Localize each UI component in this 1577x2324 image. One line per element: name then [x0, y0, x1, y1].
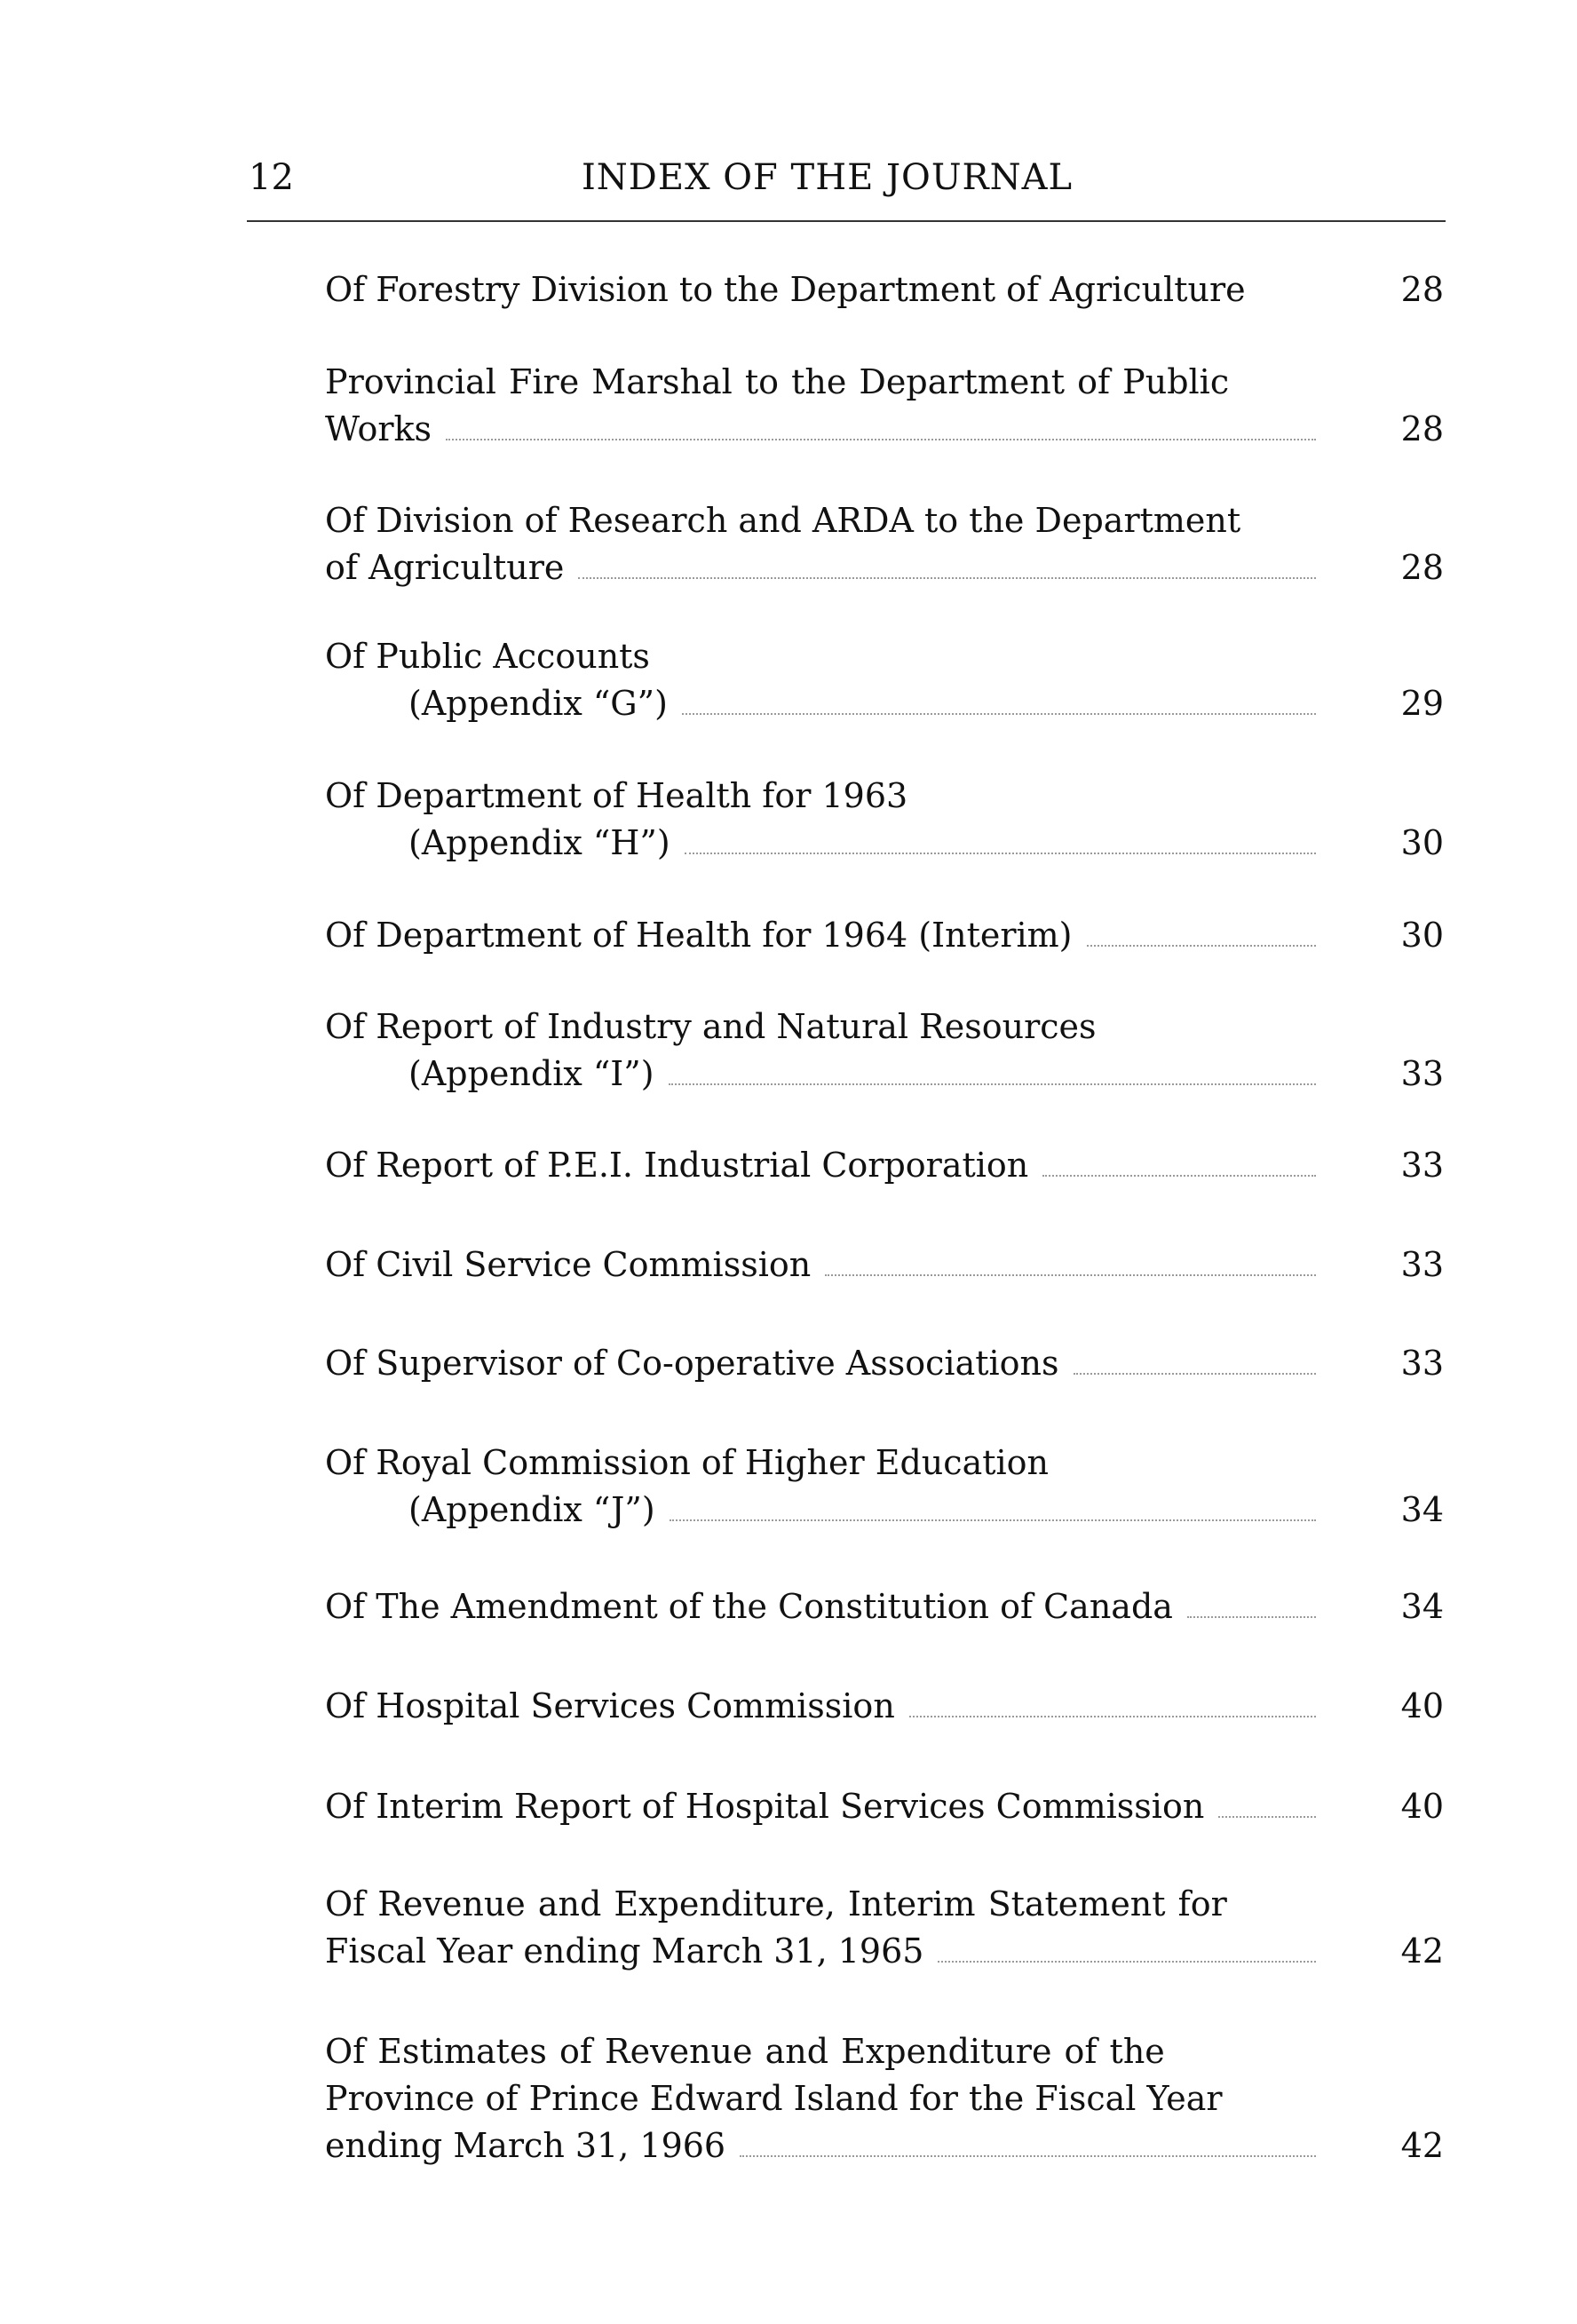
dot-leader [685, 853, 1316, 854]
index-entry [325, 1583, 1444, 1630]
dot-leader [1042, 1175, 1316, 1177]
page-reference: 33 [1400, 1054, 1444, 1093]
page-reference: 28 [1400, 409, 1444, 448]
running-title: INDEX OF THE JOURNAL [582, 157, 1074, 198]
page-reference: 42 [1400, 2126, 1444, 2165]
entry-line: Of Hospital Services Commission [325, 1686, 895, 1725]
entry-line: Province of Prince Edward Island for the Fiscal Year [325, 2079, 1223, 2118]
page-reference: 30 [1400, 916, 1444, 955]
entry-line: Of Revenue and Expenditure, Interim Statement for [325, 1884, 1227, 1923]
page-reference: 40 [1400, 1787, 1444, 1826]
index-entry [325, 1881, 1444, 1975]
page-reference: 34 [1400, 1490, 1444, 1529]
dot-leader [1087, 945, 1316, 947]
entry-line: Of Estimates of Revenue and Expenditure of the [325, 2032, 1165, 2071]
dot-leader [938, 1961, 1316, 1963]
index-entry [325, 1683, 1444, 1730]
entry-line: Of Department of Health for 1963 [325, 776, 908, 815]
index-entry [325, 1003, 1444, 1098]
entry-line: of Agriculture [325, 548, 565, 587]
entry-line: (Appendix “G”) [408, 684, 668, 723]
page-reference: 34 [1400, 1587, 1444, 1626]
dot-leader [682, 713, 1316, 715]
page-reference: 40 [1400, 1686, 1444, 1725]
entry-line: (Appendix “H”) [408, 823, 670, 862]
page-number: 12 [249, 157, 294, 198]
entry-line: Provincial Fire Marshal to the Department of Public [325, 362, 1230, 401]
entry-line: Works [325, 409, 432, 448]
page-reference: 33 [1400, 1245, 1444, 1284]
entry-line: ending March 31, 1966 [325, 2126, 726, 2165]
entry-line: Of The Amendment of the Constitution of Canada [325, 1587, 1173, 1626]
entry-line: Of Report of Industry and Natural Resources [325, 1007, 1097, 1046]
entry-line: Of Interim Report of Hospital Services Commission [325, 1787, 1205, 1826]
dot-leader [446, 439, 1316, 440]
index-entry [325, 1340, 1444, 1387]
dot-leader [1218, 1816, 1316, 1818]
entry-line: Of Forestry Division to the Department of Agriculture [325, 270, 1246, 309]
dot-leader [909, 1716, 1316, 1717]
index-entry [325, 1241, 1444, 1289]
entry-line: Of Supervisor of Co-operative Associations [325, 1344, 1059, 1383]
entry-line: Of Report of P.E.I. Industrial Corporation [325, 1146, 1029, 1185]
dot-leader [740, 2155, 1316, 2157]
dot-leader [1074, 1373, 1317, 1375]
entry-line: (Appendix “J”) [408, 1490, 655, 1529]
entry-line: (Appendix “I”) [408, 1054, 654, 1093]
index-entry [325, 912, 1444, 959]
index-entry [325, 1783, 1444, 1830]
index-entry [325, 266, 1444, 313]
page-reference: 33 [1400, 1146, 1444, 1185]
page-reference: 30 [1400, 823, 1444, 862]
page-reference: 33 [1400, 1344, 1444, 1383]
index-entry [325, 633, 1444, 727]
dot-leader [578, 577, 1316, 579]
page-reference: 29 [1400, 684, 1444, 723]
entry-line: Of Public Accounts [325, 637, 650, 676]
index-entry [325, 1440, 1444, 1534]
page-reference: 28 [1400, 548, 1444, 587]
entry-line: Fiscal Year ending March 31, 1965 [325, 1931, 924, 1971]
index-entry [325, 497, 1444, 591]
dot-leader [1187, 1616, 1316, 1618]
dot-leader [669, 1083, 1316, 1085]
entry-line: Of Civil Service Commission [325, 1245, 812, 1284]
index-entry [325, 773, 1444, 867]
header-rule [247, 220, 1446, 222]
page-reference: 28 [1400, 270, 1444, 309]
entry-line: Of Department of Health for 1964 (Interim) [325, 916, 1073, 955]
dot-leader [670, 1519, 1316, 1521]
index-entry [325, 1142, 1444, 1189]
dot-leader [825, 1274, 1316, 1276]
page-reference: 42 [1400, 1931, 1444, 1971]
index-entry [325, 359, 1444, 453]
index-entry [325, 2028, 1444, 2169]
entry-line: Of Royal Commission of Higher Education [325, 1443, 1049, 1482]
entry-line: Of Division of Research and ARDA to the Department [325, 501, 1241, 540]
